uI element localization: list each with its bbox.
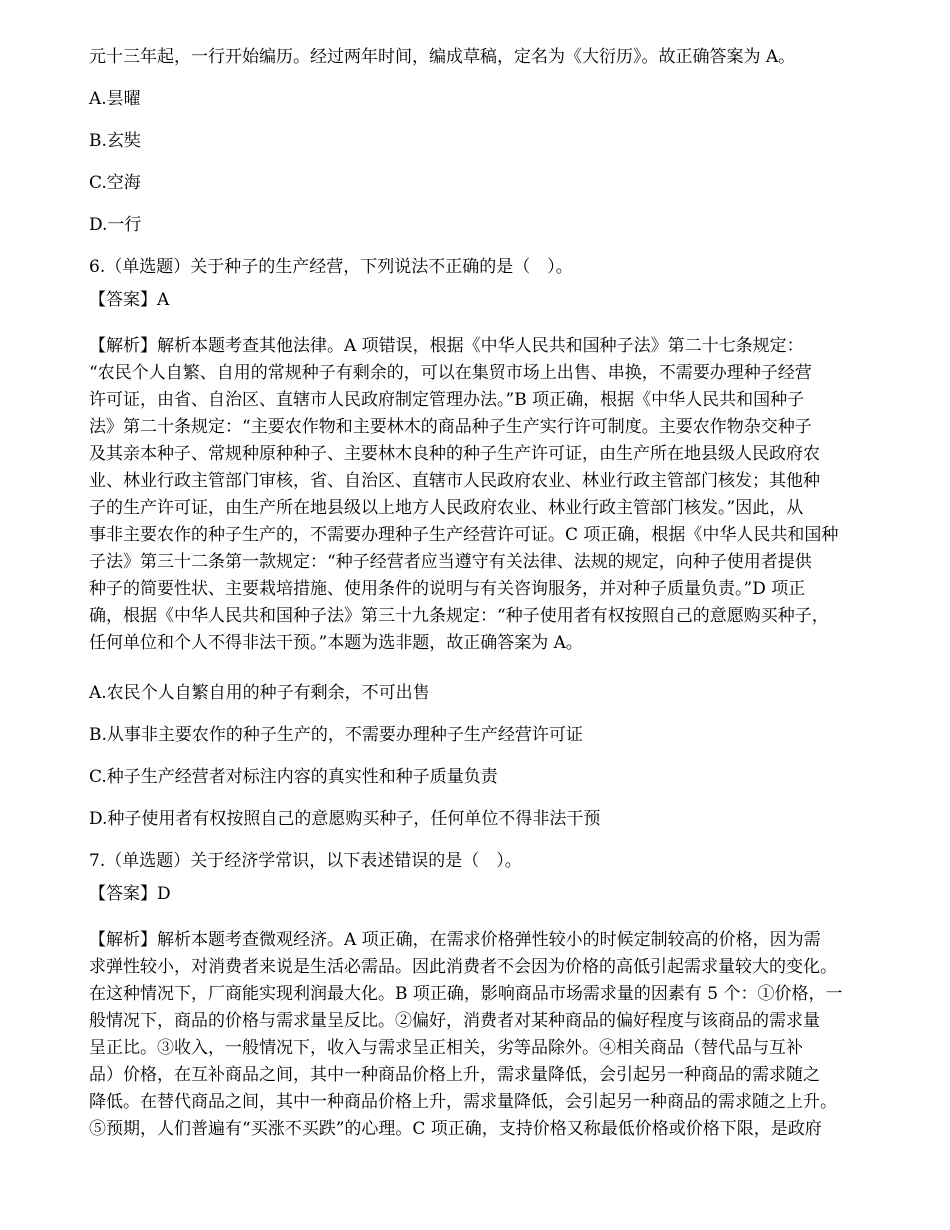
- question-6-options: [89, 680, 911, 833]
- question-5-options: [89, 86, 911, 239]
- analysis-line: 法》第二十条规定：“主要农作物和主要林木的商品种子生产实行许可制度。主要农作物杂交种子: [89, 417, 812, 437]
- analysis-line: 在这种情况下，厂商能实现利润最大化。B 项正确，影响商品市场需求量的因素有 5 个：①价格，一: [89, 984, 843, 1004]
- analysis-line: 任何单位和个人不得非法干预。”本题为选非题，故正确答案为 A。: [89, 633, 583, 653]
- analysis-paragraph: [89, 333, 911, 657]
- analysis-paragraph: [89, 927, 911, 1143]
- analysis-line: 子法》第三十二条第一款规定：“种子经营者应当遵守有关法律、法规的规定，向种子使用者提供: [89, 552, 812, 572]
- option-b: B.从事非主要农作的种子生产的，不需要办理种子生产经营许可证: [89, 725, 583, 745]
- analysis-line: 种子的简要性状、主要栽培措施、使用条件的说明与有关咨询服务，并对种子质量负责。”D 项正: [89, 579, 806, 599]
- analysis-line: 确，根据《中华人民共和国种子法》第三十九条规定：“种子使用者有权按照自己的意愿购买种子，: [89, 606, 829, 626]
- analysis-line: 子的生产许可证，由生产所在地县级以上地方人民政府农业、林业行政主管部门核发。”因此，从: [89, 498, 804, 518]
- analysis-line: 【解析】解析本题考查微观经济。A 项正确，在需求价格弹性较小的时候定制较高的价格，因为需: [89, 930, 821, 950]
- answer-label: 【答案】D: [89, 884, 171, 904]
- analysis-line: 求弹性较小，对消费者来说是生活必需品。因此消费者不会因为价格的高低引起需求量较大的变化。: [89, 957, 837, 977]
- analysis-line: ⑤预期，人们普遍有“买涨不买跌”的心理。C 项正确，支持价格又称最低价格或价格下限，是政府: [89, 1119, 822, 1139]
- option-c: C.种子生产经营者对标注内容的真实性和种子质量负责: [89, 767, 498, 787]
- analysis-line: 事非主要农作的种子生产的，不需要办理种子生产经营许可证。C 项正确，根据《中华人民共和国种: [89, 525, 839, 545]
- option-a: A.农民个人自繁自用的种子有剩余，不可出售: [89, 683, 430, 703]
- document-page: [89, 44, 911, 1143]
- answer-label: 【答案】A: [89, 290, 170, 310]
- option-a: A.昙曜: [89, 89, 141, 109]
- question-stem: 6.（单选题）关于种子的生产经营，下列说法不正确的是（ ）。: [89, 257, 573, 277]
- analysis-line: 呈正比。③收入，一般情况下，收入与需求呈正相关，劣等品除外。④相关商品（替代品与互补: [89, 1038, 803, 1058]
- analysis-line: “农民个人自繁、自用的常规种子有剩余的，可以在集贸市场上出售、串换，不需要办理种子经营: [89, 363, 812, 383]
- analysis-line: 般情况下，商品的价格与需求量呈反比。②偏好，消费者对某种商品的偏好程度与该商品的需求量: [89, 1011, 820, 1031]
- analysis-line: 品）价格，在互补商品之间，其中一种商品价格上升，需求量降低，会引起另一种商品的需求随之: [89, 1065, 820, 1085]
- analysis-line: 业、林业行政主管部门审核，省、自治区、直辖市人民政府农业、林业行政主管部门核发；其他种: [89, 471, 820, 491]
- question-6: [89, 254, 911, 833]
- analysis-line: 及其亲本种子、常规种原种种子、主要林木良种的种子生产许可证，由生产所在地县级人民政府农: [89, 444, 820, 464]
- question-stem: 7.（单选题）关于经济学常识，以下表述错误的是（ ）。: [89, 851, 522, 871]
- option-d: D.种子使用者有权按照自己的意愿购买种子，任何单位不得非法干预: [89, 809, 601, 829]
- analysis-line: 降低。在替代商品之间，其中一种商品价格上升，需求量降低，会引起另一种商品的需求随之上升。: [89, 1092, 837, 1112]
- previous-analysis-continuation: 元十三年起，一行开始编历。经过两年时间，编成草稿，定名为《大衍历》。故正确答案为 A。: [89, 47, 796, 67]
- analysis-line: 许可证，由省、自治区、直辖市人民政府制定管理办法。”B 项正确，根据《中华人民共和国种子: [89, 390, 805, 410]
- question-7: [89, 848, 911, 1143]
- analysis-line: 【解析】解析本题考查其他法律。A 项错误，根据《中华人民共和国种子法》第二十七条规定：: [89, 336, 804, 356]
- option-b: B.玄奘: [89, 131, 141, 151]
- option-d: D.一行: [89, 215, 142, 235]
- option-c: C.空海: [89, 173, 141, 193]
